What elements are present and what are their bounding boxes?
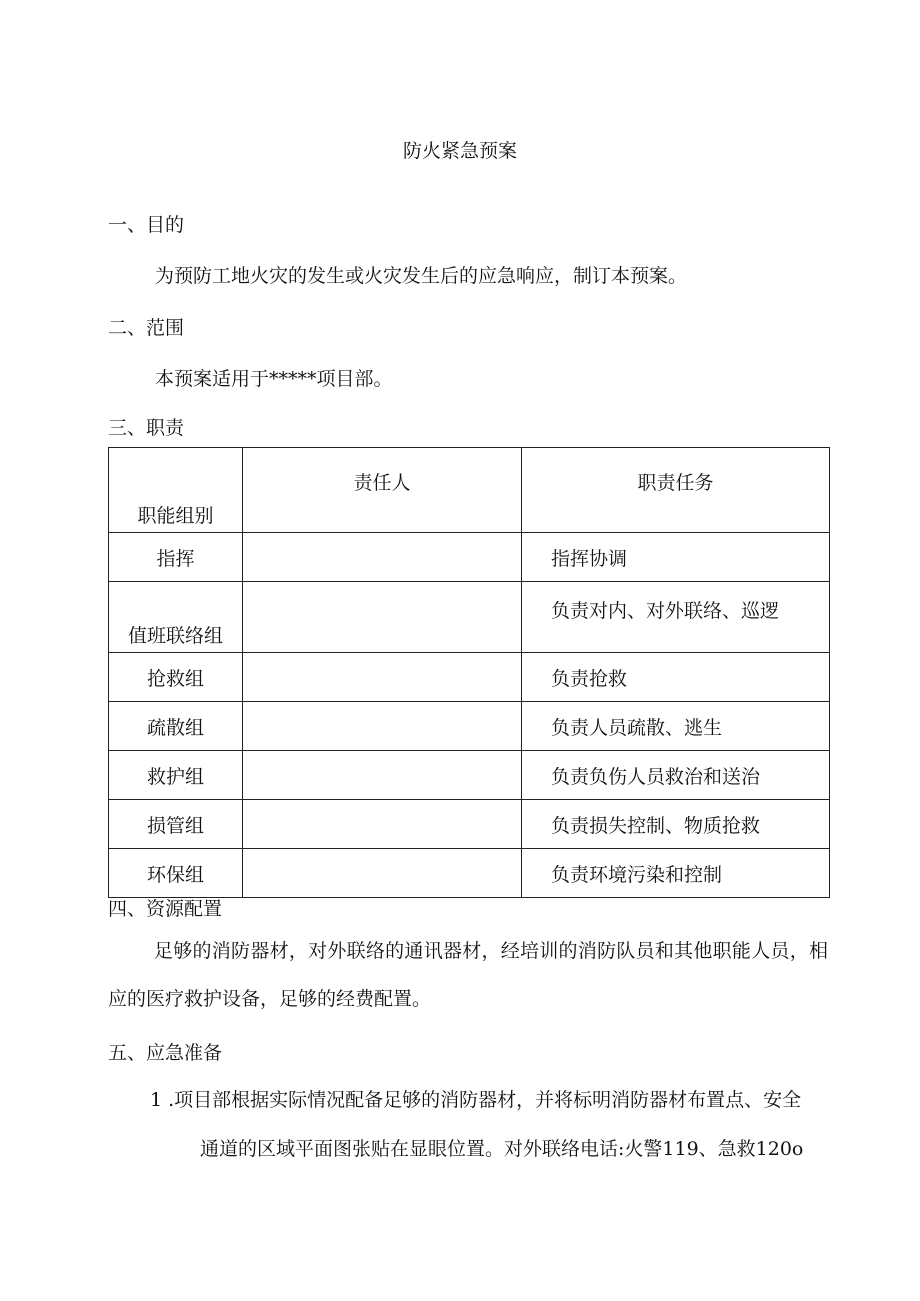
table-cell-task: 负责抢救 bbox=[522, 653, 830, 702]
table-row bbox=[109, 800, 830, 849]
section-heading-duties: 三、职责 bbox=[108, 417, 185, 439]
table-row bbox=[109, 702, 830, 751]
table-row bbox=[109, 653, 830, 702]
table-cell-person bbox=[243, 751, 522, 800]
table-cell-person bbox=[243, 582, 522, 653]
table-cell-person bbox=[243, 653, 522, 702]
table-cell-task: 负责对内、对外联络、巡逻 bbox=[522, 582, 830, 653]
table-cell-person bbox=[243, 533, 522, 582]
table-cell-group: 疏散组 bbox=[109, 702, 243, 751]
section-text-purpose: 为预防工地火灾的发生或火灾发生后的应急响应，制订本预案。 bbox=[155, 265, 688, 287]
table-header-task: 职责任务 bbox=[522, 448, 830, 533]
table-cell-group: 环保组 bbox=[109, 849, 243, 898]
table-cell-person bbox=[243, 702, 522, 751]
table-cell-task: 负责负伤人员救治和送治 bbox=[522, 751, 830, 800]
table-row bbox=[109, 849, 830, 898]
table-cell-group: 救护组 bbox=[109, 751, 243, 800]
list-item-line-1: 1 .项目部根据实际情况配备足够的消防器材，并将标明消防器材布置点、安全 bbox=[150, 1089, 802, 1111]
table-row bbox=[109, 533, 830, 582]
table-cell-group: 值班联络组 bbox=[109, 582, 243, 653]
table-cell-task: 负责环境污染和控制 bbox=[522, 849, 830, 898]
table-cell-task: 负责人员疏散、逃生 bbox=[522, 702, 830, 751]
table-cell-group: 指挥 bbox=[109, 533, 243, 582]
table-cell-group: 损管组 bbox=[109, 800, 243, 849]
duty-table bbox=[108, 447, 830, 898]
section-text-scope: 本预案适用于*****项目部。 bbox=[155, 368, 393, 390]
table-cell-person bbox=[243, 849, 522, 898]
section-heading-resources: 四、资源配置 bbox=[108, 898, 223, 920]
table-cell-task: 指挥协调 bbox=[522, 533, 830, 582]
section-heading-scope: 二、范围 bbox=[108, 317, 185, 339]
section-heading-purpose: 一、目的 bbox=[108, 214, 185, 236]
table-row bbox=[109, 582, 830, 653]
table-header-row bbox=[109, 448, 830, 533]
section-heading-preparation: 五、应急准备 bbox=[108, 1042, 223, 1064]
table-header-person: 责任人 bbox=[243, 448, 522, 533]
list-item-line-2: 通道的区域平面图张贴在显眼位置。对外联络电话:火警119、急救120o bbox=[200, 1138, 804, 1160]
document-title: 防火紧急预案 bbox=[402, 140, 517, 162]
table-cell-group: 抢救组 bbox=[109, 653, 243, 702]
table-row bbox=[109, 751, 830, 800]
section-text-resources: 足够的消防器材，对外联络的通讯器材，经培训的消防队员和其他职能人员，相应的医疗救护设备，足够的经费配置。 bbox=[108, 940, 828, 1010]
table-cell-person bbox=[243, 800, 522, 849]
table-cell-task: 负责损失控制、物质抢救 bbox=[522, 800, 830, 849]
table-header-group: 职能组别 bbox=[109, 448, 243, 533]
